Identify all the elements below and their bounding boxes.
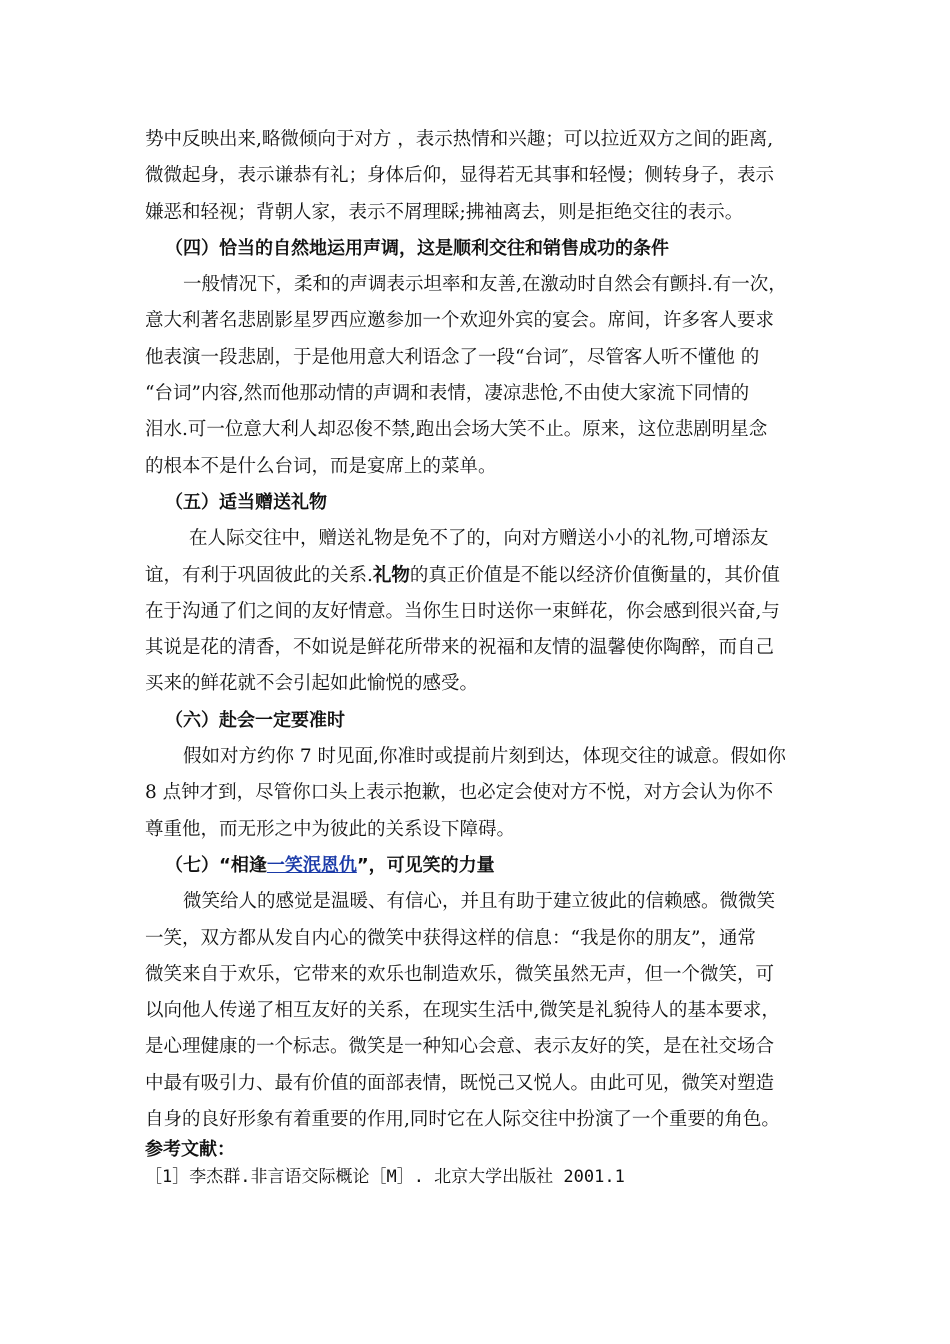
paragraph-line: 一笑，双方都从发自内心的微笑中获得这样的信息：“我是你的朋友”，通常 <box>145 927 756 949</box>
paragraph-line: 自身的良好形象有着重要的作用,同时它在人际交往中扮演了一个重要的角色。 <box>145 1109 780 1131</box>
paragraph-line <box>145 558 825 594</box>
paragraph-line: 他表演一段悲剧，于是他用意大利语念了一段“台词″，尽管客人听不懂他 的 <box>145 346 760 368</box>
paragraph-line: 微笑给人的感觉是温暖、有信心，并且有助于建立彼此的信赖感。微微笑 <box>183 891 776 913</box>
heading-text: （七）“相逢 <box>165 854 267 876</box>
paragraph-line: 中最有吸引力、最有价值的面部表情，既悦己又悦人。由此可见，微笑对塑造 <box>145 1072 775 1094</box>
text-span: 谊，有利于巩固彼此的关系. <box>145 564 373 586</box>
heading-text: ”，可见笑的力量 <box>356 854 495 876</box>
paragraph-line: 微笑来自于欢乐，它带来的欢乐也制造欢乐，微笑虽然无声，但一个微笑，可 <box>145 963 775 985</box>
references-title: 参考文献： <box>145 1139 235 1161</box>
paragraph-line: 在人际交往中，赠送礼物是免不了的，向对方赠送小小的礼物,可增添友 <box>189 528 769 550</box>
paragraph-line: 是心理健康的一个标志。微笑是一种知心会意、表示友好的笑，是在社交场合 <box>145 1036 775 1058</box>
paragraph-line: 势中反映出来,略微倾向于对方 ，表示热情和兴趣；可以拉近双方之间的距离, <box>145 129 774 150</box>
section-heading-7 <box>145 848 825 884</box>
paragraph-line: 意大利著名悲剧影星罗西应邀参加一个欢迎外宾的宴会。席间，许多客人要求 <box>145 310 775 332</box>
reference-item: ［1］李杰群.非言语交际概论［M］. 北京大学出版社 2001.1 <box>145 1167 625 1188</box>
paragraph-line: 以向他人传递了相互友好的关系，在现实生活中,微笑是礼貌待人的基本要求， <box>145 1000 780 1022</box>
paragraph-line: 泪水.可一位意大利人却忍俊不禁,跑出会场大笑不止。原来，这位悲剧明星念 <box>145 419 768 441</box>
document-body <box>145 122 825 1192</box>
paragraph-line: 8 点钟才到，尽管你口头上表示抱歉，也必定会使对方不悦，对方会认为你不 <box>145 782 774 804</box>
section-heading-5: （五）适当赠送礼物 <box>165 491 327 513</box>
paragraph-line: 尊重他，而无形之中为彼此的关系设下障碍。 <box>145 818 516 840</box>
paragraph-line: 在于沟通了们之间的友好情意。当你生日时送你一束鲜花，你会感到很兴奋,与 <box>145 600 780 622</box>
paragraph-line: 一般情况下，柔和的声调表示坦率和友善,在激动时自然会有颤抖.有一次， <box>183 274 787 296</box>
paragraph-line: 微微起身，表示谦恭有礼；身体后仰，显得若无其事和轻慢；侧转身子，表示 <box>145 165 775 187</box>
section-heading-6: （六）赴会一定要准时 <box>165 709 345 731</box>
paragraph-line: “台词”内容,然而他那动情的声调和表情，凄凉悲怆,不由使大家流下同情的 <box>145 383 750 405</box>
paragraph-line: 其说是花的清香，不如说是鲜花所带来的祝福和友情的温馨使你陶醉，而自己 <box>145 637 775 659</box>
paragraph-line: 嫌恶和轻视；背朝人家，表示不屑理睬;拂袖离去，则是拒绝交往的表示。 <box>145 201 744 223</box>
paragraph-line: 的根本不是什么台词，而是宴席上的菜单。 <box>145 455 497 477</box>
idiom-link[interactable]: 一笑泯恩仇 <box>266 854 357 876</box>
section-heading-4: （四）恰当的自然地运用声调，这是顺利交往和销售成功的条件 <box>165 237 669 259</box>
paragraph-line: 假如对方约你 7 时见面,你准时或提前片刻到达，体现交往的诚意。假如你 <box>183 746 786 768</box>
bold-term: 礼物 <box>372 564 410 586</box>
paragraph-line: 买来的鲜花就不会引起如此愉悦的感受。 <box>145 673 479 695</box>
text-span: 的真正价值是不能以经济价值衡量的，其价值 <box>409 564 780 586</box>
